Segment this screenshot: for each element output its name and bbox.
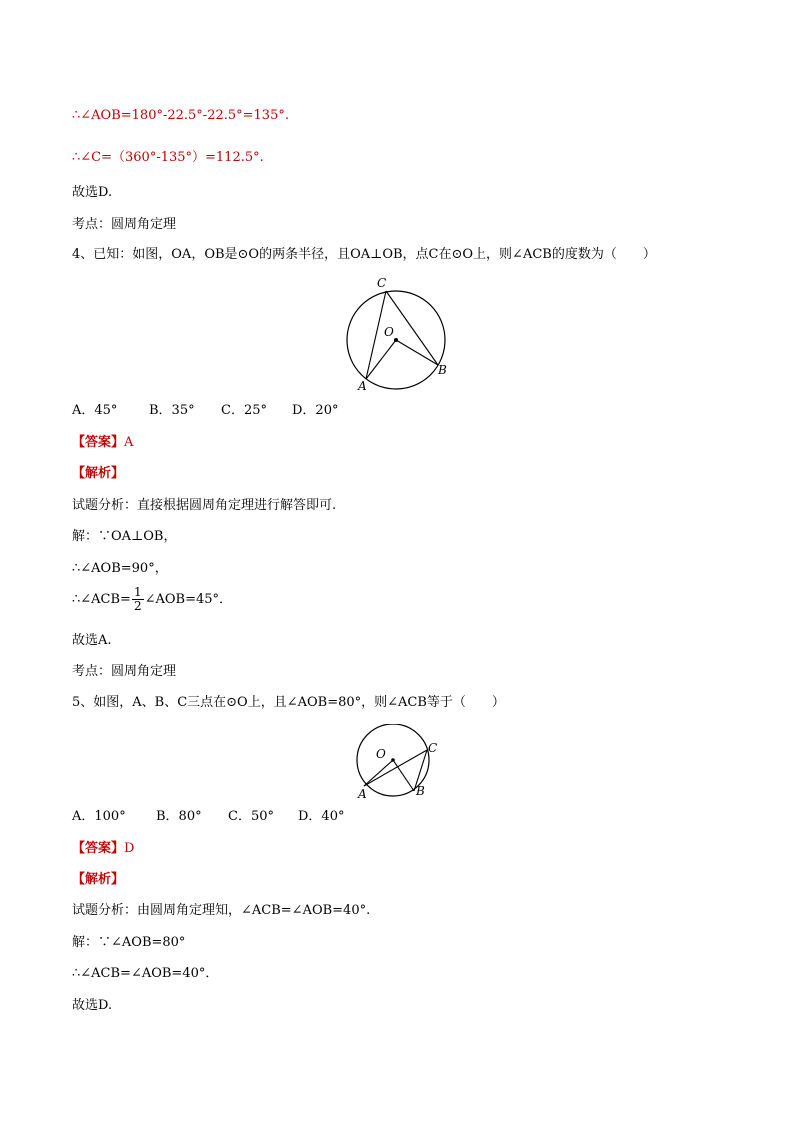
answer-tag: 【答案】 [72,435,125,450]
question-4-figure [340,274,460,396]
option-a: A．45° [72,403,118,418]
question-4-options [72,402,338,420]
label-c: C [377,276,387,290]
radius-ob [393,760,414,791]
choose-4: 故选A. [72,633,112,648]
radius-oa [364,760,393,786]
option-c: C．25° [221,403,267,418]
option-b: B．80° [156,809,202,824]
option-d: D．40° [298,809,345,824]
knowledge-point: 考点：圆周角定理 [72,217,177,232]
analysis-line-4: 试题分析：直接根据圆周角定理进行解答即可. [72,498,337,513]
option-d: D．20° [292,403,339,418]
solution-4-line-1: 解：∵OA⊥OB， [72,529,177,544]
solution-4-line-3 [72,586,232,613]
question-4-stem: 4、已知：如图，OA，OB是⊙O的两条半径，且OA⊥OB，点C在⊙O上，则∠ACB的度数为（ ） [72,247,656,262]
label-b: B [416,784,425,798]
knowledge-point-4: 考点：圆周角定理 [72,664,177,679]
analysis-tag-4: 【解析】 [72,466,125,481]
center-dot [394,338,398,342]
option-c: C．50° [228,809,274,824]
label-o: O [384,325,394,339]
answer-5 [72,840,134,858]
option-a: A．100° [72,809,126,824]
label-b: B [438,363,447,377]
choose-5: 故选D. [72,998,113,1013]
sol3-suffix: ∠AOB=45°． [144,592,233,607]
sol3-prefix: ∴∠ACB= [72,592,131,607]
label-o: O [376,747,386,761]
solution-5-line-1: 解：∵∠AOB=80° [72,935,186,950]
answer-4 [72,434,133,452]
radius-ob [396,340,438,365]
center-dot [391,758,395,762]
solution-5-line-2: ∴∠ACB=∠AOB=40°． [72,966,219,981]
question-5-figure [350,724,450,802]
option-b: B．35° [149,403,195,418]
fraction-denominator: 2 [133,599,142,613]
analysis-tag-5: 【解析】 [72,872,125,887]
answer-value: A [124,435,134,450]
fraction-numerator: 1 [133,585,142,599]
label-a: A [358,787,367,801]
solution-line-c: ∴∠C=（360°-135°）=112.5°. [72,150,264,165]
analysis-line-5: 试题分析：由圆周角定理知，∠ACB=∠AOB=40°. [72,903,371,918]
answer-tag: 【答案】 [72,841,125,856]
label-c: C [428,741,438,755]
label-a: A [358,379,367,393]
question-5-options [72,808,344,826]
solution-line-aob: ∴∠AOB=180°-22.5°-22.5°=135°. [72,108,289,123]
fraction-half [132,586,144,613]
solution-4-line-2: ∴∠AOB=90°， [72,561,168,576]
question-5-stem: 5、如图，A、B、C三点在⊙O上，且∠AOB=80°，则∠ACB等于（ ） [72,695,505,710]
choose-line: 故选D. [72,185,113,200]
answer-value: D [124,841,135,856]
